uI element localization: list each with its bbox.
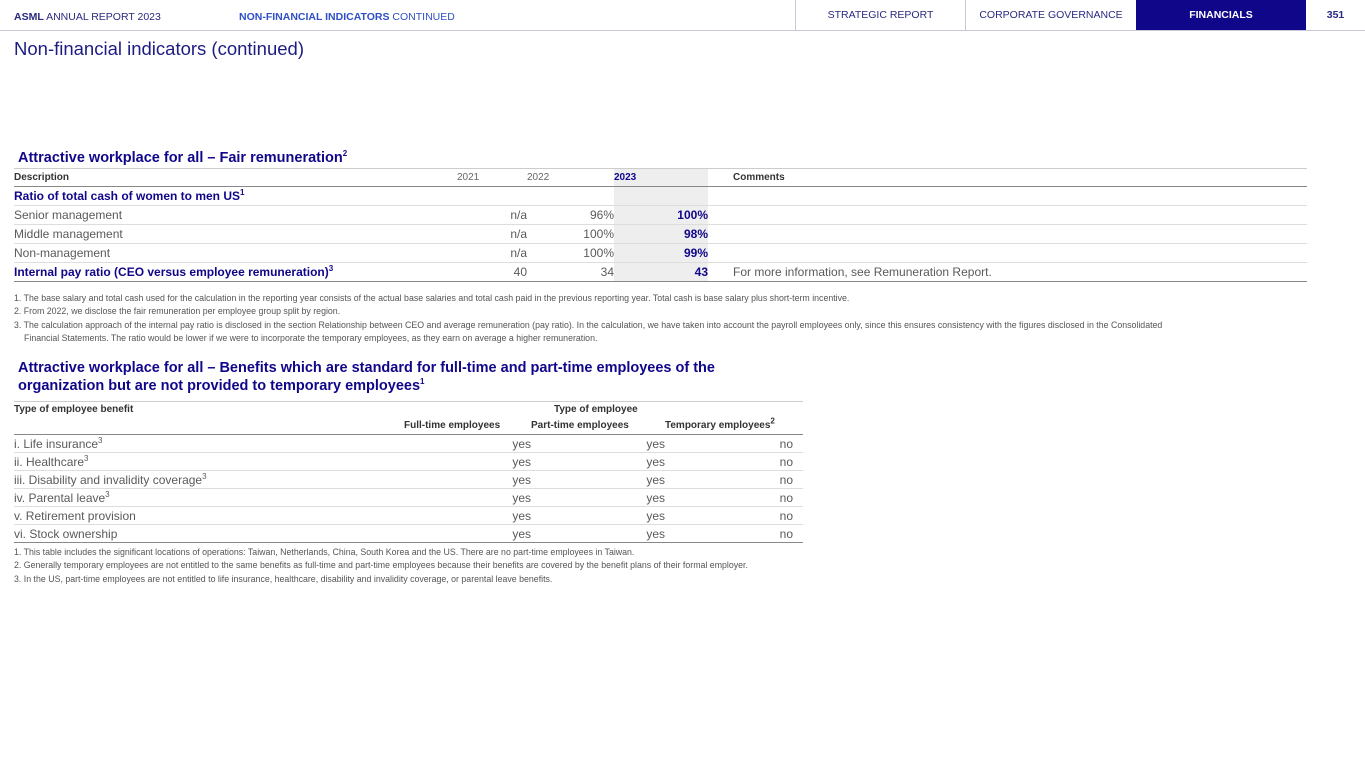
table-row [14, 453, 803, 471]
footnote-ref: 1 [240, 188, 245, 197]
col-full-time: Full-time employees [404, 417, 531, 435]
remuneration-table [14, 168, 1307, 282]
table-row [14, 471, 803, 489]
cell-part-time: yes [531, 453, 665, 471]
footnote: 2. From 2022, we disclose the fair remuneration per employee group split by region. [14, 306, 341, 317]
table-header-row [14, 402, 803, 418]
table-row [14, 263, 1307, 282]
table-row [14, 206, 1307, 225]
footnote-ref: 3 [84, 453, 89, 463]
cell-2023: 99% [614, 244, 708, 263]
col-employee-type: Type of employee [404, 402, 803, 418]
col-comments: Comments [733, 169, 1307, 187]
cell-full-time: yes [404, 489, 531, 507]
benefits-heading-line2: organization but are not provided to temporary employees [18, 378, 421, 394]
table-row [14, 525, 803, 543]
tab-corporate-governance[interactable]: CORPORATE GOVERNANCE [965, 0, 1136, 30]
col-benefit-type: Type of employee benefit [14, 402, 404, 418]
footnote-ref: 3 [98, 435, 103, 445]
cell-comment [733, 206, 1307, 225]
cell-2021: n/a [457, 206, 527, 225]
footnote: 3. In the US, part-time employees are not entitled to life insurance, healthcare, disability and invalidity coverage, or parental leave benefits. [14, 573, 553, 584]
cell-full-time: yes [404, 525, 531, 543]
table-row [14, 244, 1307, 263]
row-label [14, 489, 404, 507]
cell-part-time: yes [531, 471, 665, 489]
cell-2021: 40 [457, 263, 527, 282]
benefits-table [14, 401, 803, 543]
table-row [14, 489, 803, 507]
col-temporary-text: Temporary employees [665, 420, 771, 431]
cell-temporary: no [665, 435, 803, 453]
report-brand[interactable] [14, 11, 161, 23]
brand-name: ASML [14, 11, 44, 23]
row-label [14, 435, 404, 453]
remuneration-footnotes [14, 292, 1334, 346]
cell-2023: 98% [614, 225, 708, 244]
cell-part-time: yes [531, 507, 665, 525]
cell-temporary: no [665, 453, 803, 471]
benefits-heading [18, 359, 715, 395]
footnote: 1. This table includes the significant locations of operations: Taiwan, Netherlands, China, South Korea and the US. There are no part-time employees in Taiwan. [14, 547, 635, 557]
cell-temporary: no [665, 471, 803, 489]
cell-full-time: yes [404, 435, 531, 453]
page-title: Non-financial indicators (continued) [14, 38, 304, 59]
benefit-name: iv. Parental leave [14, 490, 106, 505]
cell-comment [733, 244, 1307, 263]
benefit-name: i. Life insurance [14, 436, 99, 451]
footnote-ref: 1 [420, 377, 425, 387]
footnote-ref: 3 [328, 264, 334, 273]
section-suffix: CONTINUED [392, 11, 455, 23]
cell-2023: 43 [614, 263, 708, 282]
col-2021: 2021 [457, 169, 527, 187]
report-name: ANNUAL REPORT 2023 [46, 11, 161, 23]
benefit-name: iii. Disability and invalidity coverage [14, 472, 203, 487]
cell-2021: n/a [457, 225, 527, 244]
table-row [14, 435, 803, 453]
section-breadcrumb [239, 11, 455, 23]
footnote-ref: 3 [202, 471, 207, 481]
footnote-continued: Financial Statements. The ratio would be lower if we were to incorporate the temporary employees, as they earn on average a higher remuneration. [24, 333, 598, 344]
cell-full-time: yes [404, 507, 531, 525]
cell-temporary: no [665, 525, 803, 543]
cell-comment [733, 225, 1307, 244]
cell-2023: 100% [614, 206, 708, 225]
table-row [14, 507, 803, 525]
cell-part-time: yes [531, 525, 665, 543]
benefits-footnotes [14, 546, 1114, 586]
cell-full-time: yes [404, 471, 531, 489]
cell-2021: n/a [457, 244, 527, 263]
tab-financials[interactable]: FINANCIALS [1136, 0, 1306, 30]
benefit-name: ii. Healthcare [14, 454, 85, 469]
group-label [14, 187, 457, 206]
row-label: vi. Stock ownership [14, 525, 404, 543]
cell-part-time: yes [531, 489, 665, 507]
tab-strategic-report[interactable]: STRATEGIC REPORT [795, 0, 965, 30]
cell-2022: 100% [527, 225, 614, 244]
footnote-ref: 3 [105, 489, 110, 499]
pay-ratio-label: Internal pay ratio (CEO versus employee remuneration) [14, 265, 329, 279]
col-2023: 2023 [614, 169, 708, 187]
page-number: 351 [1326, 9, 1345, 21]
footnote-ref: 2 [770, 416, 775, 426]
row-label: Senior management [14, 206, 457, 225]
table-subheader-row [14, 417, 803, 435]
col-description: Description [14, 169, 457, 187]
row-label [14, 263, 457, 282]
footnote: 2. Generally temporary employees are not entitled to the same benefits as full-time and part-time employees because their benefits are covered by the benefit plans of their formal employer. [14, 560, 748, 571]
row-label: Non-management [14, 244, 457, 263]
cell-2022: 100% [527, 244, 614, 263]
col-2022: 2022 [527, 169, 614, 187]
top-navigation-bar [0, 0, 1365, 31]
cell-2022: 34 [527, 263, 614, 282]
cell-part-time: yes [531, 435, 665, 453]
table-header-row [14, 169, 1307, 187]
row-label [14, 471, 404, 489]
section-name: NON-FINANCIAL INDICATORS [239, 11, 390, 23]
row-label: v. Retirement provision [14, 507, 404, 525]
cell-2022: 96% [527, 206, 614, 225]
cell-full-time: yes [404, 453, 531, 471]
table-row [14, 225, 1307, 244]
col-part-time: Part-time employees [531, 417, 665, 435]
remuneration-heading-text: Attractive workplace for all – Fair remuneration [18, 150, 343, 166]
row-label: Middle management [14, 225, 457, 244]
footnote-ref: 2 [342, 149, 348, 159]
table-row [14, 187, 1307, 206]
group-label-text: Ratio of total cash of women to men US [14, 189, 241, 203]
footnote: 3. The calculation approach of the internal pay ratio is disclosed in the section Relationship between CEO and average remuneration (pay ratio). In the calculation, we have taken into account the payroll employees only, since this ensures consistency with the figures disclosed in the Consolidated [14, 319, 1163, 330]
benefits-heading-line1: Attractive workplace for all – Benefits which are standard for full-time and part-time employees of the [18, 360, 715, 376]
cell-comment: For more information, see Remuneration Report. [733, 263, 1307, 282]
cell-temporary: no [665, 489, 803, 507]
remuneration-heading [18, 149, 347, 167]
footnote: 1. The base salary and total cash used for the calculation in the reporting year consists of the actual base salaries and total cash paid in the previous reporting year. Total cash is base salary plus short-term incentive. [14, 293, 850, 303]
row-label [14, 453, 404, 471]
cell-temporary: no [665, 507, 803, 525]
col-temporary [665, 417, 803, 435]
